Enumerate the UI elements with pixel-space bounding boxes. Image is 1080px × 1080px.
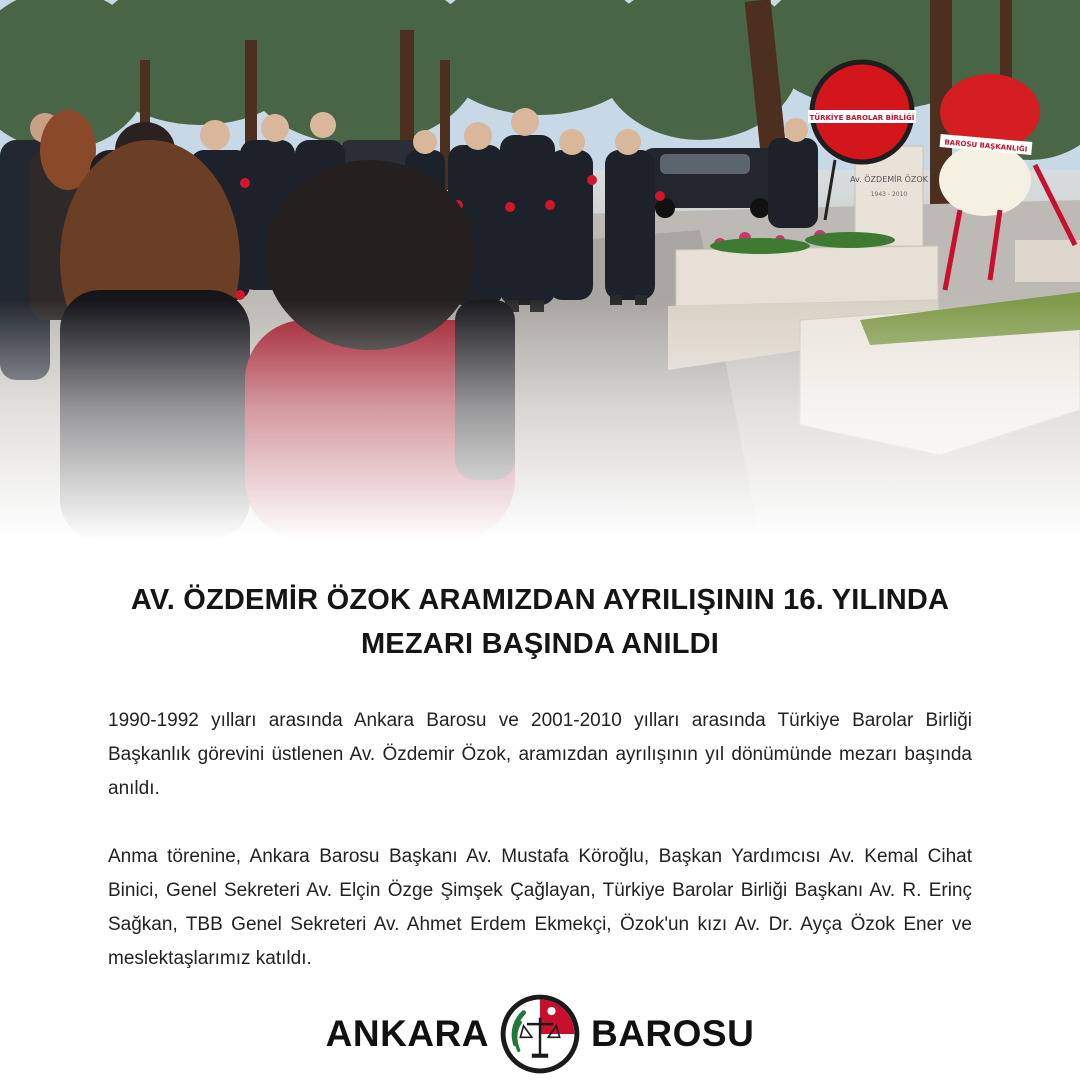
ankara-barosu-logo xyxy=(0,992,1080,1076)
photo-fade-overlay xyxy=(0,300,1080,540)
gravestone-years: 1943 - 2010 xyxy=(870,191,908,198)
article-paragraph-1: 1990-1992 yılları arasında Ankara Barosu ve 2001-2010 yılları arasında Türkiye Barolar Birliği Başkanlık görevini üstlenen Av. Özdemir Özok, aramızdan ayrılışının yıl dönümünde mezarı başında anıldı. xyxy=(108,710,972,799)
article-body xyxy=(108,704,972,1010)
gravestone-text: Av. ÖZDEMİR ÖZOK xyxy=(850,175,928,184)
headline-line-2: MEZARI BAŞINDA ANILDI xyxy=(360,628,720,660)
headline xyxy=(60,578,1020,666)
wreath-left-ribbon: TÜRKİYE BAROLAR BİRLİĞİ xyxy=(809,114,915,122)
wreath-right-ribbon: BAROSU BAŞKANLIĞI xyxy=(944,138,1028,154)
logo-word-left: ANKARA xyxy=(325,1013,489,1054)
headline-line-1: AV. ÖZDEMİR ÖZOK ARAMIZDAN AYRILIŞININ 16. YILINDA xyxy=(130,584,950,616)
article-paragraph-2: Anma törenine, Ankara Barosu Başkanı Av. Mustafa Köroğlu, Başkan Yardımcısı Av. Kemal Cihat Binici, Genel Sekreteri Av. Elçin Özge Şimşek Çağlayan, Türkiye Barolar Birliği Başkanı Av. R. Erinç Sağkan, TBB Genel Sekreteri Av. Ahmet Erdem Ekmekçi, Özok'un kızı Av. Dr. Ayça Özok Ener ve meslektaşlarımız katıldı. xyxy=(108,846,972,969)
bar-association-emblem-icon xyxy=(499,993,581,1075)
logo-word-right: BAROSU xyxy=(590,1013,755,1054)
